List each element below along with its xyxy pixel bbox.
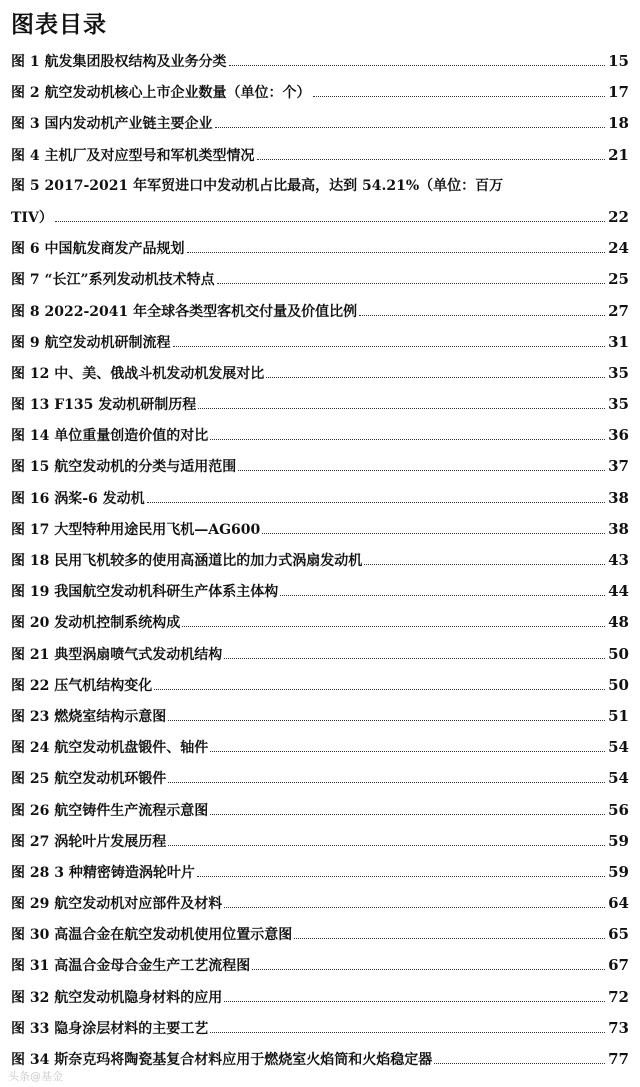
toc-entry-page-number: 59 (608, 862, 629, 881)
toc-entry-label: 图 24 航空发动机盘锻件、轴件 (11, 740, 209, 757)
toc-entry-page-number: 59 (608, 831, 629, 850)
dot-leader (280, 595, 605, 596)
toc-entry-label: 图 25 航空发动机环锻件 (11, 771, 167, 788)
dot-leader (182, 626, 605, 627)
toc-entry[interactable] (11, 483, 629, 514)
toc-entry[interactable] (11, 420, 629, 451)
dot-leader (359, 315, 605, 316)
dot-leader (224, 1001, 605, 1002)
dot-leader (197, 876, 605, 877)
toc-entry-label: 图 17 大型特种用途民用飞机—AG600 (11, 521, 261, 538)
toc-entry[interactable] (11, 982, 629, 1013)
toc-entry-page-number: 77 (608, 1050, 629, 1068)
watermark: 头条@基金 (8, 1070, 63, 1083)
toc-entry[interactable] (11, 576, 629, 607)
toc-entry[interactable] (11, 1013, 629, 1044)
toc-entry-label: 图 12 中、美、俄战斗机发动机发展对比 (11, 365, 265, 382)
figure-list (11, 46, 629, 1075)
toc-entry[interactable] (11, 77, 629, 108)
dot-leader (224, 658, 605, 659)
toc-entry-label: 图 23 燃烧室结构示意图 (11, 708, 167, 725)
toc-entry-page-number: 36 (608, 426, 629, 445)
toc-entry-label: 图 20 发动机控制系统构成 (11, 615, 181, 632)
dot-leader (224, 907, 605, 908)
toc-entry-page-number: 22 (608, 207, 629, 226)
toc-entry[interactable] (11, 919, 629, 950)
toc-entry[interactable] (11, 826, 629, 857)
toc-entry[interactable] (11, 888, 629, 919)
toc-entry-page-number: 35 (608, 363, 629, 382)
toc-entry[interactable] (11, 140, 629, 171)
toc-entry-page-number: 54 (608, 769, 629, 788)
toc-entry-page-number: 44 (608, 582, 629, 601)
toc-entry-page-number: 65 (608, 925, 629, 944)
toc-entry-page-number: 24 (608, 239, 629, 258)
toc-entry[interactable] (11, 327, 629, 358)
toc-entry-label: 图 26 航空铸件生产流程示意图 (11, 802, 209, 819)
dot-leader (434, 1063, 605, 1064)
toc-entry-label: 图 34 斯奈克玛将陶瓷基复合材料应用于燃烧室火焰筒和火焰稳定器 (11, 1052, 433, 1068)
toc-entry[interactable] (11, 451, 629, 482)
toc-entry[interactable] (11, 950, 629, 981)
toc-entry[interactable] (11, 514, 629, 545)
toc-entry[interactable] (11, 108, 629, 139)
toc-entry-label: 图 2 航空发动机核心上市企业数量（单位：个） (11, 85, 311, 102)
toc-entry[interactable] (11, 358, 629, 389)
toc-entry-page-number: 73 (608, 1018, 629, 1037)
dot-leader (198, 408, 605, 409)
toc-entry-label-line1: 图 5 2017-2021 年军贸进口中发动机占比最高，达到 54.21%（单位：百万 (11, 177, 504, 194)
toc-entry-label: 图 19 我国航空发动机科研生产体系主体构 (11, 584, 279, 601)
dot-leader (238, 470, 605, 471)
toc-entry-page-number: 31 (608, 332, 629, 351)
toc-entry-label: 图 4 主机厂及对应型号和军机类型情况 (11, 147, 255, 164)
toc-entry[interactable] (11, 46, 629, 77)
toc-entry-page-number: 35 (608, 395, 629, 414)
toc-entry-label: 图 13 F135 发动机研制历程 (11, 397, 197, 414)
dot-leader (364, 564, 605, 565)
toc-entry[interactable] (11, 701, 629, 732)
toc-entry[interactable] (11, 763, 629, 794)
toc-entry-page-number: 64 (608, 894, 629, 913)
toc-entry-page-number: 54 (608, 738, 629, 757)
toc-entry[interactable] (11, 264, 629, 295)
toc-entry[interactable] (11, 732, 629, 763)
toc-entry-label: 图 31 高温合金母合金生产工艺流程图 (11, 958, 251, 975)
toc-entry-page-number: 72 (608, 987, 629, 1006)
toc-entry[interactable] (11, 171, 629, 233)
dot-leader (168, 782, 605, 783)
toc-entry-page-number: 18 (608, 114, 629, 133)
dot-leader (313, 96, 606, 97)
toc-entry-label: 图 3 国内发动机产业链主要企业 (11, 116, 213, 133)
toc-entry-page-number: 17 (608, 83, 629, 102)
dot-leader (229, 65, 606, 66)
toc-entry-page-number: 50 (608, 675, 629, 694)
toc-entry-page-number: 37 (608, 457, 629, 476)
toc-entry-label: 图 30 高温合金在航空发动机使用位置示意图 (11, 927, 293, 944)
toc-entry-label: 图 16 涡桨-6 发动机 (11, 490, 145, 507)
toc-entry-label: 图 22 压气机结构变化 (11, 677, 153, 694)
toc-entry-label: 图 9 航空发动机研制流程 (11, 334, 171, 351)
toc-entry[interactable] (11, 639, 629, 670)
toc-entry-page-number: 67 (608, 956, 629, 975)
toc-entry[interactable] (11, 545, 629, 576)
dot-leader (210, 751, 605, 752)
dot-leader (262, 533, 605, 534)
toc-entry-page-number: 48 (608, 613, 629, 632)
dot-leader (266, 377, 605, 378)
dot-leader (257, 159, 606, 160)
toc-heading: 图表目录 (11, 12, 107, 38)
toc-entry-label: 图 32 航空发动机隐身材料的应用 (11, 989, 223, 1006)
dot-leader (187, 252, 606, 253)
toc-entry-page-number: 21 (608, 145, 629, 164)
toc-entry-label: 图 27 涡轮叶片发展历程 (11, 833, 167, 850)
dot-leader (217, 283, 606, 284)
dot-leader (55, 221, 605, 222)
toc-entry-page-number: 51 (608, 706, 629, 725)
toc-entry-label: 图 28 3 种精密铸造涡轮叶片 (11, 864, 195, 881)
toc-entry[interactable] (11, 233, 629, 264)
toc-entry-label: 图 7 “长江”系列发动机技术特点 (11, 272, 215, 289)
toc-entry[interactable] (11, 296, 629, 327)
toc-entry-page-number: 38 (608, 519, 629, 538)
toc-entry-label: 图 21 典型涡扇喷气式发动机结构 (11, 646, 223, 663)
toc-entry-page-number: 43 (608, 551, 629, 569)
dot-leader (210, 1032, 605, 1033)
dot-leader (168, 720, 605, 721)
dot-leader (210, 439, 605, 440)
toc-entry[interactable] (11, 670, 629, 701)
toc-entry[interactable] (11, 1044, 629, 1075)
toc-entry[interactable] (11, 607, 629, 638)
toc-entry-page-number: 27 (608, 301, 629, 320)
toc-entry-page-number: 56 (608, 800, 629, 819)
dot-leader (154, 689, 605, 690)
toc-entry-label: 图 15 航空发动机的分类与适用范围 (11, 459, 237, 476)
toc-entry-page-number: 25 (608, 270, 629, 289)
dot-leader (215, 127, 606, 128)
toc-entry-label: 图 1 航发集团股权结构及业务分类 (11, 54, 227, 70)
dot-leader (168, 845, 605, 846)
dot-leader (173, 346, 606, 347)
toc-entry-label: 图 8 2022-2041 年全球各类型客机交付量及价值比例 (11, 303, 358, 320)
dot-leader (210, 814, 605, 815)
toc-entry-page-number: 50 (608, 644, 629, 663)
dot-leader (294, 938, 605, 939)
toc-entry-label: 图 33 隐身涂层材料的主要工艺 (11, 1020, 209, 1037)
toc-entry-label: 图 14 单位重量创造价值的对比 (11, 428, 209, 445)
toc-entry[interactable] (11, 389, 629, 420)
toc-entry-label: 图 29 航空发动机对应部件及材料 (11, 896, 223, 913)
dot-leader (147, 502, 605, 503)
toc-entry-page-number: 15 (608, 52, 629, 70)
toc-entry[interactable] (11, 857, 629, 888)
toc-entry[interactable] (11, 795, 629, 826)
toc-entry-page-number: 38 (608, 488, 629, 507)
toc-entry-label: 图 18 民用飞机较多的使用高涵道比的加力式涡扇发动机 (11, 553, 363, 569)
toc-entry-label: 图 6 中国航发商发产品规划 (11, 241, 185, 258)
dot-leader (252, 969, 605, 970)
toc-entry-label: TIV） (11, 209, 53, 226)
